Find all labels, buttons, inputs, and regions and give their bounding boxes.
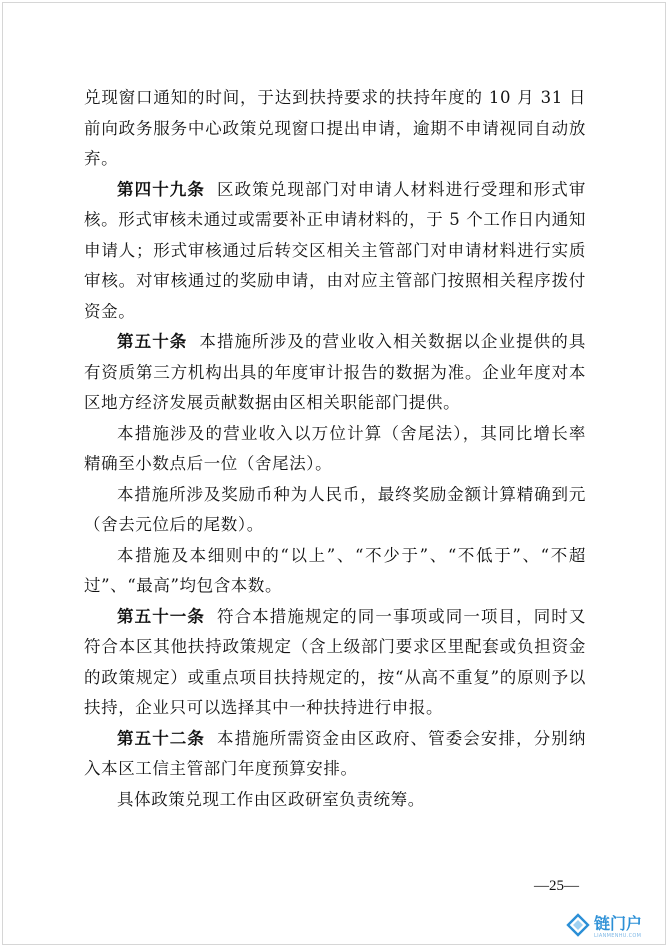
article-number: 第五十二条 — [117, 728, 205, 748]
watermark-text-group — [594, 913, 643, 939]
article-number: 第四十九条 — [117, 179, 205, 199]
paragraph-text: 兑现窗口通知的时间，于达到扶持要求的扶持年度的 10 月 31 日前向政务服务中心政策兑现窗口提出申请，逾期不申请视同自动放弃。 — [84, 88, 586, 168]
paragraph-currency — [84, 480, 586, 541]
paragraph-text: 本措施及本细则中的“以上”、“不少于”、“不低于”、“不超过”、“最高”均包含本数。 — [84, 545, 586, 595]
watermark-logo — [566, 912, 642, 942]
watermark-text: 链门户 — [594, 913, 643, 933]
paragraph-article-52 — [84, 724, 586, 785]
paragraph-text: 本措施所涉及的营业收入相关数据以企业提供的具有资质第三方机构出具的年度审计报告的数据为准。企业年度对本区地方经济发展贡献数据由区相关职能部门提供。 — [84, 332, 586, 412]
paragraph-text: 本措施所需资金由区政府、管委会安排，分别纳入本区工信主管部门年度预算安排。 — [84, 728, 586, 778]
diamond-logo-icon — [566, 913, 590, 941]
page-number: —25— — [534, 878, 579, 894]
article-number: 第五十一条 — [117, 606, 205, 626]
paragraph-revenue-rounding — [84, 419, 586, 480]
paragraph-inclusive-terms — [84, 541, 586, 602]
paragraph-text: 本措施所涉及奖励币种为人民币，最终奖励金额计算精确到元（舍去元位后的尾数）。 — [84, 484, 586, 534]
document-body — [84, 83, 586, 815]
article-number: 第五十条 — [117, 332, 188, 351]
paragraph-article-50 — [84, 327, 586, 419]
paragraph-article-51 — [84, 602, 586, 724]
paragraph-coordination — [84, 785, 586, 816]
paragraph-text: 符合本措施规定的同一事项或同一项目，同时又符合本区其他扶持政策规定（含上级部门要求区里配套或负担资金的政策规定）或重点项目扶持规定的，按“从高不重复”的原则予以扶持，企业只可以选择其中一种扶持进行申报。 — [84, 606, 586, 717]
paragraph-text: 本措施涉及的营业收入以万位计算（舍尾法），其同比增长率精确至小数点后一位（舍尾法）。 — [84, 423, 586, 473]
paragraph-text: 具体政策兑现工作由区政研室负责统筹。 — [117, 789, 425, 809]
paragraph-article-49 — [84, 175, 586, 328]
paragraph-continuation — [84, 83, 586, 175]
watermark-subtext: LIANMENHU.COM — [594, 932, 642, 939]
paragraph-text: 区政策兑现部门对申请人材料进行受理和形式审核。形式审核未通过或需要补正申请材料的，于 5 个工作日内通知申请人；形式审核通过后转交区相关主管部门对申请材料进行实质审核。对审核通过的奖励申请，由对应主管部门按照相关程序拨付资金。 — [84, 179, 586, 321]
